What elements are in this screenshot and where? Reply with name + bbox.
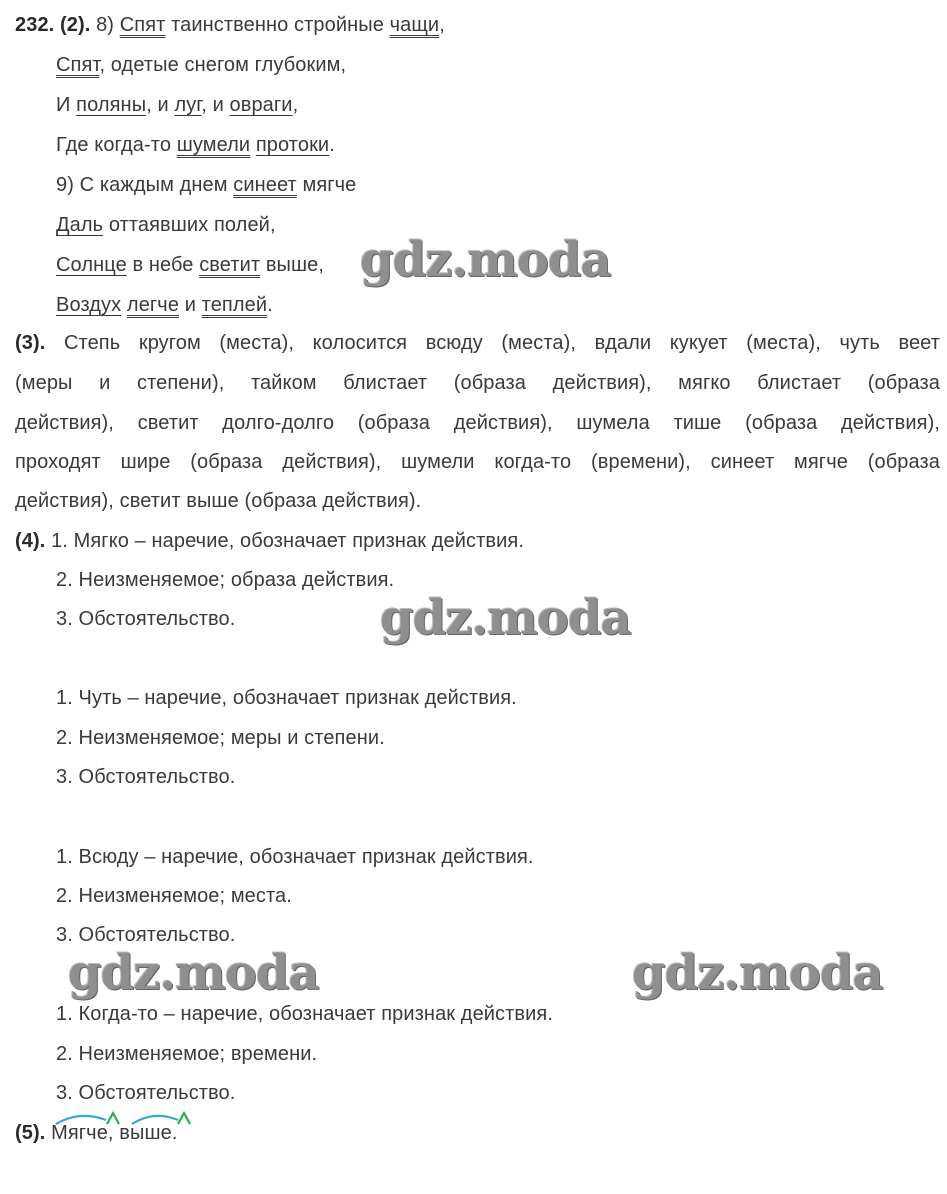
part-3-line bbox=[15, 370, 940, 396]
watermark-logo: gdz.moda bbox=[632, 945, 883, 1001]
predicate: шумели bbox=[176, 134, 251, 156]
text: выше, bbox=[260, 254, 325, 276]
analysis-item: 3. Обстоятельство. bbox=[56, 766, 236, 788]
part-5-label: (5). bbox=[15, 1122, 46, 1144]
poem-line bbox=[56, 252, 324, 278]
task-number: 232. bbox=[15, 14, 55, 36]
part-4-label: (4). bbox=[15, 530, 46, 552]
paragraph-text: действия), светит выше (образа действия). bbox=[15, 490, 422, 512]
predicate: Спят bbox=[119, 14, 166, 36]
part-3-line bbox=[15, 410, 940, 436]
part-4-line bbox=[15, 528, 524, 554]
text: и bbox=[179, 294, 202, 316]
suffix-mark bbox=[178, 1113, 190, 1124]
poem-line bbox=[56, 132, 335, 158]
paragraph-text: проходят шире (образа действия), шумели когда-то (времени), синеет мягче (образа bbox=[15, 451, 940, 473]
poem-line bbox=[56, 92, 298, 118]
part-3-line bbox=[15, 449, 940, 475]
text: таинственно стройные bbox=[171, 14, 384, 36]
analysis-item: 2. Неизменяемое; места. bbox=[56, 885, 292, 907]
predicate: Спят bbox=[56, 54, 100, 76]
poem-line bbox=[56, 292, 273, 318]
text: . bbox=[171, 1122, 178, 1144]
text: , одетые снегом глубоким, bbox=[99, 54, 347, 76]
part-3-line bbox=[15, 488, 421, 514]
sentence-number: 9) bbox=[56, 174, 74, 196]
analysis-item: 1. Мягко – наречие, обозначает признак действия. bbox=[51, 530, 524, 552]
line-8 bbox=[15, 12, 445, 38]
text: , bbox=[292, 94, 299, 116]
text: . bbox=[267, 294, 273, 316]
text: , и bbox=[201, 94, 230, 116]
predicate: легче bbox=[126, 294, 180, 316]
text: , bbox=[107, 1122, 120, 1144]
subject: чащи bbox=[389, 14, 440, 36]
analysis-item: 1. Чуть – наречие, обозначает признак действия. bbox=[56, 687, 517, 709]
paragraph-text: действия), светит долго-долго (образа действия), шумела тише (образа действия), bbox=[15, 412, 940, 434]
paragraph-text: (меры и степени), тайком блистает (образа действия), мягко блистает (образа bbox=[15, 372, 940, 394]
predicate: светит bbox=[199, 254, 261, 276]
part-2-label: (2). bbox=[60, 14, 91, 36]
word-stem: Мягч bbox=[51, 1122, 97, 1144]
line-9 bbox=[56, 172, 356, 198]
watermark-logo: gdz.moda bbox=[360, 232, 611, 288]
word-suffix: е bbox=[160, 1122, 172, 1144]
word-suffix: е bbox=[96, 1122, 108, 1144]
subject: овраги bbox=[229, 94, 293, 116]
analysis-item: 2. Неизменяемое; меры и степени. bbox=[56, 727, 385, 749]
text: . bbox=[329, 134, 335, 156]
text: в небе bbox=[126, 254, 200, 276]
subject: Солнце bbox=[56, 254, 127, 276]
text: , bbox=[439, 14, 445, 36]
watermark-logo: gdz.moda bbox=[380, 590, 631, 646]
subject: Даль bbox=[56, 214, 104, 236]
paragraph-text: Степь кругом (места), колосится всюду (места), вдали кукует (места), чуть веет bbox=[64, 332, 940, 354]
part-3-label: (3). bbox=[15, 332, 46, 354]
part-5-line bbox=[15, 1120, 178, 1146]
poem-line bbox=[56, 52, 346, 78]
analysis-item: 3. Обстоятельство. bbox=[56, 1082, 236, 1104]
predicate: теплей bbox=[201, 294, 268, 316]
subject: поляны bbox=[76, 94, 147, 116]
analysis-item: 3. Обстоятельство. bbox=[56, 608, 236, 630]
analysis-item: 1. Всюду – наречие, обозначает признак действия. bbox=[56, 846, 534, 868]
subject: Воздух bbox=[56, 294, 122, 316]
subject: протоки bbox=[255, 134, 330, 156]
analysis-item: 1. Когда-то – наречие, обозначает признак действия. bbox=[56, 1003, 554, 1025]
text: Где когда-то bbox=[56, 134, 177, 156]
text: мягче bbox=[296, 174, 357, 196]
text: оттаявших полей, bbox=[103, 214, 276, 236]
text: И bbox=[56, 94, 77, 116]
poem-line bbox=[56, 212, 276, 238]
text: С каждым днем bbox=[79, 174, 234, 196]
sentence-number: 8) bbox=[96, 14, 115, 36]
word-stem: выш bbox=[119, 1122, 161, 1144]
analysis-item: 2. Неизменяемое; образа действия. bbox=[56, 569, 395, 591]
analysis-item: 2. Неизменяемое; времени. bbox=[56, 1043, 318, 1065]
part-3-line bbox=[15, 330, 940, 356]
predicate: синеет bbox=[233, 174, 297, 196]
text: , и bbox=[146, 94, 175, 116]
subject: луг bbox=[174, 94, 202, 116]
watermark-logo: gdz.moda bbox=[68, 945, 319, 1001]
analysis-item: 3. Обстоятельство. bbox=[56, 924, 236, 946]
